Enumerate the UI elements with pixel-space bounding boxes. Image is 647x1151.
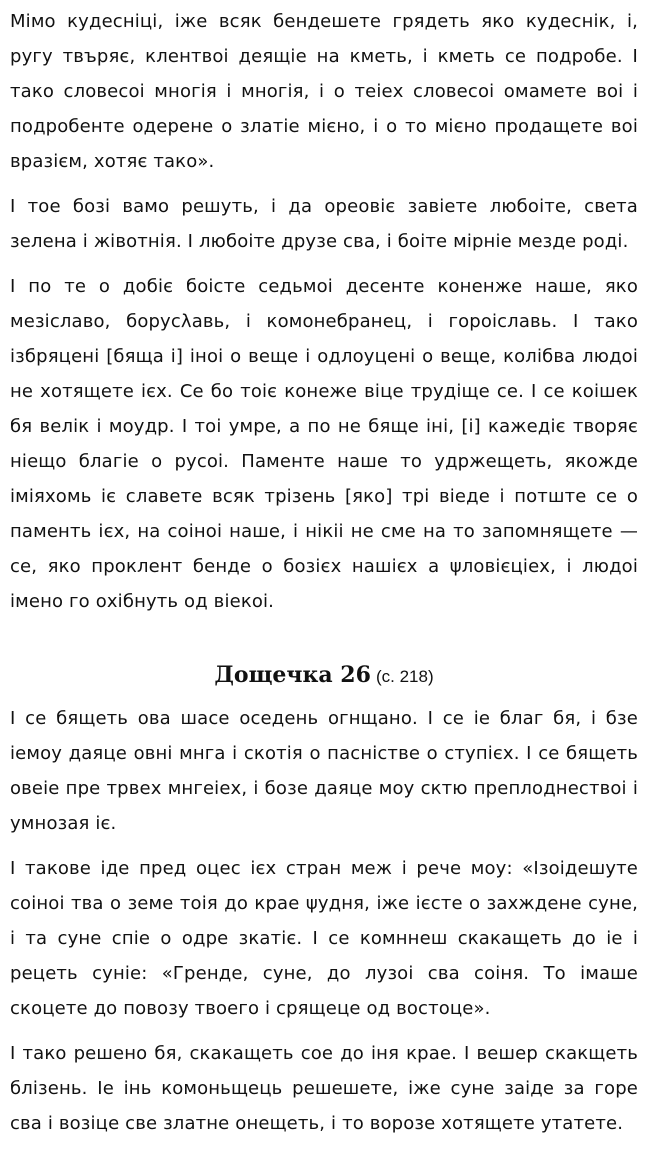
heading-title: Дощечка 26 <box>214 662 371 688</box>
text-section-1 <box>10 4 638 619</box>
paragraph: І тое бозі вамо решуть, і да ореовіє завіете любоіте, света зелена і жівотнія. І любоіте друзе сва, і боіте мірніе мезде роді. <box>10 196 638 252</box>
heading-page-reference: (с. 218) <box>376 667 434 686</box>
section-heading <box>10 655 638 697</box>
paragraph: Мімо кудесніці, іже всяк бендешете грядеть яко кудеснік, і, ругу твъряє, клентвоі деящіе на кметь, і кметь се подробе. І тако словесоі многія і многія, і о теіех словесоі омамете воі і подробенте одерене о златіе мієно, і о то мієно продащете воі вразієм, хотяє тако». <box>10 11 638 172</box>
paragraph: І такове іде пред оцес ієх стран меж і рече моу: «Ізоідешуте соіноі тва о земе тоія до крае ψудня, іже ієсте о захждене суне, і та суне спіе о одре зкатіє. І се комннеш скакащеть до іе і рецеть суніе: «Гренде, суне, до лузоі сва соіня. То імаше скоцете до повозу твоего і срящеце од востоце». <box>10 858 638 1019</box>
paragraph: І се бящеть ова шасе оседень огнщано. І се іе благ бя, і бзе іемоу даяце овні мнга і скотія о пасністве о ступієх. І се бящеть овеіе пре трвех мнгеіех, і бозе даяце моу сктю преплоднествоі і умнозая іє. <box>10 708 638 834</box>
paragraph: І по те о добіє боісте седьмоі десенте коненже наше, яко мезіславо, борусλавь, і комонебранец, і гороіславь. І тако ізбряцені [бяща і] іноі о веще і одлоуцені о веще, колібва людоі не хотящете ієх. Се бо тоіє конеже віце трудіще се. І се коішек бя велік і моудр. І тоі умре, а по не бяще іні, [і] кажедіє творяє ніещо благіе о русоі. Паменте наше то удржещеть, якожде іміяхомь іє славете всяк трізень [яко] трі віеде і потште се о паменть ієх, на соіноі наше, і нікіі не сме на то запомнящете — се, яко проклент бенде о бозієх нашієх а ψловієціех, і людоі імено го охібнуть од віекоі. <box>10 276 638 612</box>
text-section-2 <box>10 701 638 1141</box>
document-page <box>10 4 638 1151</box>
paragraph: І тако решено бя, скакащеть сое до іня крае. І вешер скакщеть блізень. Іе інь комоньщець решешете, іже суне заіде за горе сва і возіце све златне онещеть, і то ворозе хотящете утатете. <box>10 1043 638 1134</box>
